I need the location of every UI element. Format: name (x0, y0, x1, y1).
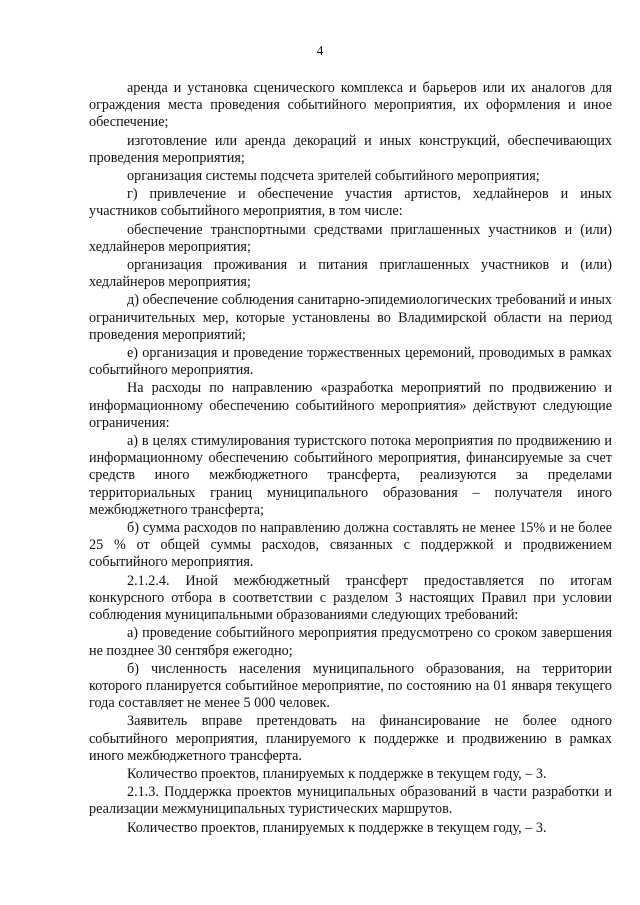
paragraph: Количество проектов, планируемых к поддержке в текущем году, – 3. (127, 765, 547, 782)
paragraph: обеспечение транспортными средствами приглашенных участников и (или) хедлайнеров мероприятия; (89, 221, 612, 255)
paragraph: г) привлечение и обеспечение участия артистов, хедлайнеров и иных участников событийного мероприятия, в том числе: (89, 186, 612, 220)
paragraph: Количество проектов, планируемых к поддержке в текущем году, – 3. (127, 819, 547, 836)
paragraph: На расходы по направлению «разработка мероприятий по продвижению и информационному обеспечению событийного мероприятия» действуют следующие ограничения: (89, 380, 612, 431)
paragraph: 2.1.2.4. Иной межбюджетный трансферт предоставляется по итогам конкурсного отбора в соответствии с разделом 3 настоящих Правил при условии соблюдения муниципальными образованиями следующих требований: (89, 572, 612, 624)
document-body (89, 80, 612, 838)
paragraph: д) обеспечение соблюдения санитарно-эпидемиологических требований и иных ограничительных мер, которые установлены во Владимирской области на период проведения мероприятий; (89, 292, 612, 343)
page-number: 4 (316, 43, 324, 58)
paragraph: организация проживания и питания приглашенных участников и (или) хедлайнеров мероприятия; (89, 257, 612, 291)
paragraph: изготовление или аренда декораций и иных конструкций, обеспечивающих проведения мероприятия; (89, 132, 612, 166)
paragraph: е) организация и проведение торжественных церемоний, проводимых в рамках событийного мероприятия. (89, 345, 612, 379)
paragraph: б) сумма расходов по направлению должна составлять не менее 15% и не более 25 % от общей суммы расходов, связанных с поддержкой и продвижением событийного мероприятия. (89, 520, 612, 571)
paragraph: а) проведение событийного мероприятия предусмотрено со сроком завершения не позднее 30 сентября ежегодно; (89, 625, 612, 659)
paragraph: Заявитель вправе претендовать на финансирование не более одного событийного мероприятия, планируемого к поддержке и продвижению в рамках иного межбюджетного трансферта. (89, 713, 612, 764)
paragraph: а) в целях стимулирования туристского потока мероприятия по продвижению и информационному обеспечению событийного мероприятия, финансируемые за счет средств иного межбюджетного трансферта, реализуются за пределами территориальных границ муниципального образования – получателя иного межбюджетного трансферта; (89, 433, 612, 518)
paragraph: 2.1.3. Поддержка проектов муниципальных образований в части разработки и реализации межмуниципальных туристических маршрутов. (89, 784, 612, 818)
paragraph: б) численность населения муниципального образования, на территории которого планируется событийное мероприятие, по состоянию на 01 января текущего года составляет не менее 5 000 человек. (89, 660, 612, 712)
paragraph: аренда и установка сценического комплекса и барьеров или их аналогов для ограждения места проведения событийного мероприятия, их оформления и иное обеспечение; (89, 80, 612, 131)
paragraph: организация системы подсчета зрителей событийного мероприятия; (127, 168, 540, 185)
